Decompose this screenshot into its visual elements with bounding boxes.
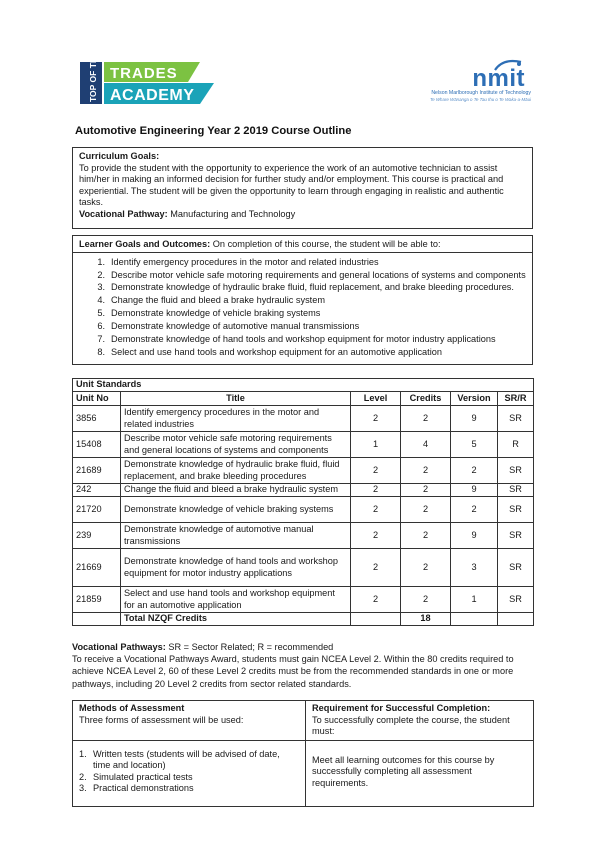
vocational-pathways-section: [72, 641, 537, 690]
col-header-srr: SR/R: [498, 392, 534, 406]
nmit-wordmark: nmit: [472, 65, 525, 92]
unit-title-cell: Describe motor vehicle safe motoring requirements and general locations of systems and components: [121, 432, 351, 458]
learner-intro: On completion of this course, the student will be able to:: [212, 239, 441, 249]
pathways-label: Vocational Pathways:: [72, 642, 166, 652]
unit-title-cell: Demonstrate knowledge of hand tools and workshop equipment for motor industry applications: [121, 549, 351, 587]
unit-title-cell: Select and use hand tools and workshop equipment for an automotive application: [121, 587, 351, 613]
methods-intro: Three forms of assessment will be used:: [79, 714, 244, 725]
level-cell: 2: [351, 484, 401, 497]
table-row: [73, 406, 534, 432]
outcome-item: [73, 295, 532, 308]
outcome-number: 5.: [97, 308, 105, 319]
credits-cell: 2: [401, 458, 451, 484]
assessment-body-row: [73, 740, 534, 806]
outcome-number: 3.: [97, 282, 105, 293]
methods-header-cell: [73, 701, 306, 741]
outcome-text: Demonstrate knowledge of hand tools and workshop equipment for motor industry applications: [111, 334, 496, 345]
version-cell: 3: [451, 549, 498, 587]
outcome-text: Describe motor vehicle safe motoring requirements and general locations of systems and components: [111, 269, 526, 280]
outcome-item: [73, 308, 532, 321]
method-item: [79, 772, 299, 784]
total-blank-cell: [351, 613, 401, 626]
unit-title-cell: Demonstrate knowledge of automotive manual transmissions: [121, 523, 351, 549]
credits-cell: 2: [401, 484, 451, 497]
version-cell: 5: [451, 432, 498, 458]
level-cell: 2: [351, 497, 401, 523]
outcome-number: 2.: [97, 269, 105, 280]
nmit-full-name: Nelson Marlborough Institute of Technology: [431, 90, 531, 96]
total-blank-cell: [498, 613, 534, 626]
table-row: [73, 497, 534, 523]
outcome-item: [73, 320, 532, 333]
requirement-body-cell: [306, 740, 534, 806]
credits-cell: 2: [401, 523, 451, 549]
pathways-legend-line: [72, 641, 537, 653]
pathways-body: To receive a Vocational Pathways Award, students must gain NCEA Level 2. Within the 80 credits required to achieve NCEA Level 2, 60 of these Level 2 credits must be from the recommended standards in one or more pathways, including 20 Level 2 credits from sector related standards.: [72, 654, 514, 689]
version-cell: 9: [451, 484, 498, 497]
curriculum-goals-box: [72, 147, 533, 229]
nmit-tagline: Te Whare Wānanga o Te Tau Ihu o Te Waka-a-Māui: [429, 97, 531, 102]
col-header-version: Version: [451, 392, 498, 406]
total-row: [73, 613, 534, 626]
unit-no-cell: 3856: [73, 406, 121, 432]
vocational-pathway-value: Manufacturing and Technology: [170, 208, 296, 219]
outcome-text: Demonstrate knowledge of hydraulic brake fluid, fluid replacement, and brake bleeding procedures.: [111, 282, 514, 293]
unit-no-cell: 239: [73, 523, 121, 549]
outcome-item: [73, 256, 532, 269]
level-cell: 2: [351, 406, 401, 432]
level-cell: 2: [351, 458, 401, 484]
srr-cell: SR: [498, 406, 534, 432]
level-cell: 1: [351, 432, 401, 458]
srr-cell: SR: [498, 549, 534, 587]
version-cell: 2: [451, 497, 498, 523]
srr-cell: SR: [498, 497, 534, 523]
unit-no-cell: 15408: [73, 432, 121, 458]
srr-cell: SR: [498, 484, 534, 497]
trades-academy-logo: [80, 60, 214, 106]
unit-standards-table: [72, 378, 534, 626]
level-cell: 2: [351, 523, 401, 549]
credits-cell: 2: [401, 587, 451, 613]
table-row: [73, 484, 534, 497]
learner-goals-box: [72, 235, 533, 365]
srr-cell: SR: [498, 458, 534, 484]
method-item: [79, 749, 299, 772]
credits-cell: 2: [401, 549, 451, 587]
version-cell: 9: [451, 406, 498, 432]
outcome-item: [73, 333, 532, 346]
unit-title-cell: Change the fluid and bleed a brake hydraulic system: [121, 484, 351, 497]
unit-title-cell: Demonstrate knowledge of hydraulic brake fluid, fluid replacement, and brake bleeding procedures: [121, 458, 351, 484]
outcome-number: 1.: [97, 256, 105, 267]
requirement-intro: To successfully complete the course, the student must:: [312, 714, 510, 736]
credits-cell: 2: [401, 406, 451, 432]
col-header-unit-no: Unit No: [73, 392, 121, 406]
requirement-heading: Requirement for Successful Completion:: [312, 703, 491, 713]
curriculum-body: To provide the student with the opportunity to experience the work of an automotive technician to assist him/her in making an informed decision for further study and/or employment. This course is practical and experiential. The student will be given the opportunity to learn through engaging in realistic and authentic tasks.: [79, 162, 504, 207]
method-text: Practical demonstrations: [93, 783, 194, 793]
level-cell: 2: [351, 549, 401, 587]
outcome-number: 4.: [97, 295, 105, 306]
total-credits-value: 18: [401, 613, 451, 626]
methods-body-cell: [73, 740, 306, 806]
outcome-number: 8.: [97, 346, 105, 357]
curriculum-heading: Curriculum Goals:: [79, 151, 160, 161]
outcome-number: 7.: [97, 334, 105, 345]
unit-no-cell: 21859: [73, 587, 121, 613]
method-item: [79, 783, 299, 795]
srr-cell: SR: [498, 587, 534, 613]
outcome-text: Change the fluid and bleed a brake hydraulic system: [111, 295, 325, 306]
version-cell: 2: [451, 458, 498, 484]
methods-list: [79, 749, 299, 795]
total-blank-cell: [451, 613, 498, 626]
requirement-body: Meet all learning outcomes for this course by successfully completing all assessment requirements.: [312, 754, 495, 788]
col-header-credits: Credits: [401, 392, 451, 406]
vocational-pathway-line: [79, 209, 526, 221]
page-title: Automotive Engineering Year 2 2019 Course Outline: [75, 125, 352, 137]
table-row: [73, 549, 534, 587]
outcomes-list: [73, 253, 532, 359]
learner-heading-row: [73, 236, 532, 253]
table-header-row: [73, 392, 534, 406]
methods-heading: Methods of Assessment: [79, 703, 185, 713]
unit-no-cell: 21720: [73, 497, 121, 523]
srr-cell: R: [498, 432, 534, 458]
pathways-legend: SR = Sector Related; R = recommended: [168, 642, 334, 652]
outcome-text: Select and use hand tools and workshop equipment for an automotive application: [111, 346, 442, 357]
credits-cell: 4: [401, 432, 451, 458]
outcome-text: Demonstrate knowledge of vehicle braking systems: [111, 308, 321, 319]
learner-heading: Learner Goals and Outcomes:: [79, 239, 211, 249]
table-row: [73, 523, 534, 549]
outcome-text: Identify emergency procedures in the motor and related industries: [111, 256, 379, 267]
level-cell: 2: [351, 587, 401, 613]
table-caption-row: [73, 379, 534, 392]
outcome-item: [73, 282, 532, 295]
unit-no-cell: 242: [73, 484, 121, 497]
method-text: Simulated practical tests: [93, 771, 193, 782]
table-caption: Unit Standards: [73, 379, 534, 392]
assessment-table: [72, 700, 534, 807]
method-number: 2.: [79, 771, 87, 782]
outcome-item: [73, 269, 532, 282]
method-text: Written tests (students will be advised of date, time and location): [93, 748, 280, 770]
unit-no-cell: 21669: [73, 549, 121, 587]
total-label: Total NZQF Credits: [121, 613, 351, 626]
credits-cell: 2: [401, 497, 451, 523]
total-blank-cell: [73, 613, 121, 626]
unit-no-cell: 21689: [73, 458, 121, 484]
logo-line2: ACADEMY: [110, 87, 195, 104]
vocational-pathway-label: Vocational Pathway:: [79, 208, 168, 219]
logo-line1: TRADES: [110, 65, 178, 82]
requirement-header-cell: [306, 701, 534, 741]
outcome-text: Demonstrate knowledge of automotive manual transmissions: [111, 321, 360, 332]
version-cell: 9: [451, 523, 498, 549]
method-number: 1.: [79, 748, 87, 759]
col-header-title: Title: [121, 392, 351, 406]
assessment-header-row: [73, 701, 534, 741]
nmit-logo: [405, 58, 535, 106]
outcome-item: [73, 346, 532, 359]
col-header-level: Level: [351, 392, 401, 406]
unit-title-cell: Demonstrate knowledge of vehicle braking systems: [121, 497, 351, 523]
logo-vertical-text: TOP OF THE SOUTH: [88, 60, 98, 102]
method-number: 3.: [79, 783, 87, 793]
unit-title-cell: Identify emergency procedures in the motor and related industries: [121, 406, 351, 432]
version-cell: 1: [451, 587, 498, 613]
outcome-number: 6.: [97, 321, 105, 332]
table-row: [73, 458, 534, 484]
srr-cell: SR: [498, 523, 534, 549]
table-row: [73, 587, 534, 613]
table-row: [73, 432, 534, 458]
